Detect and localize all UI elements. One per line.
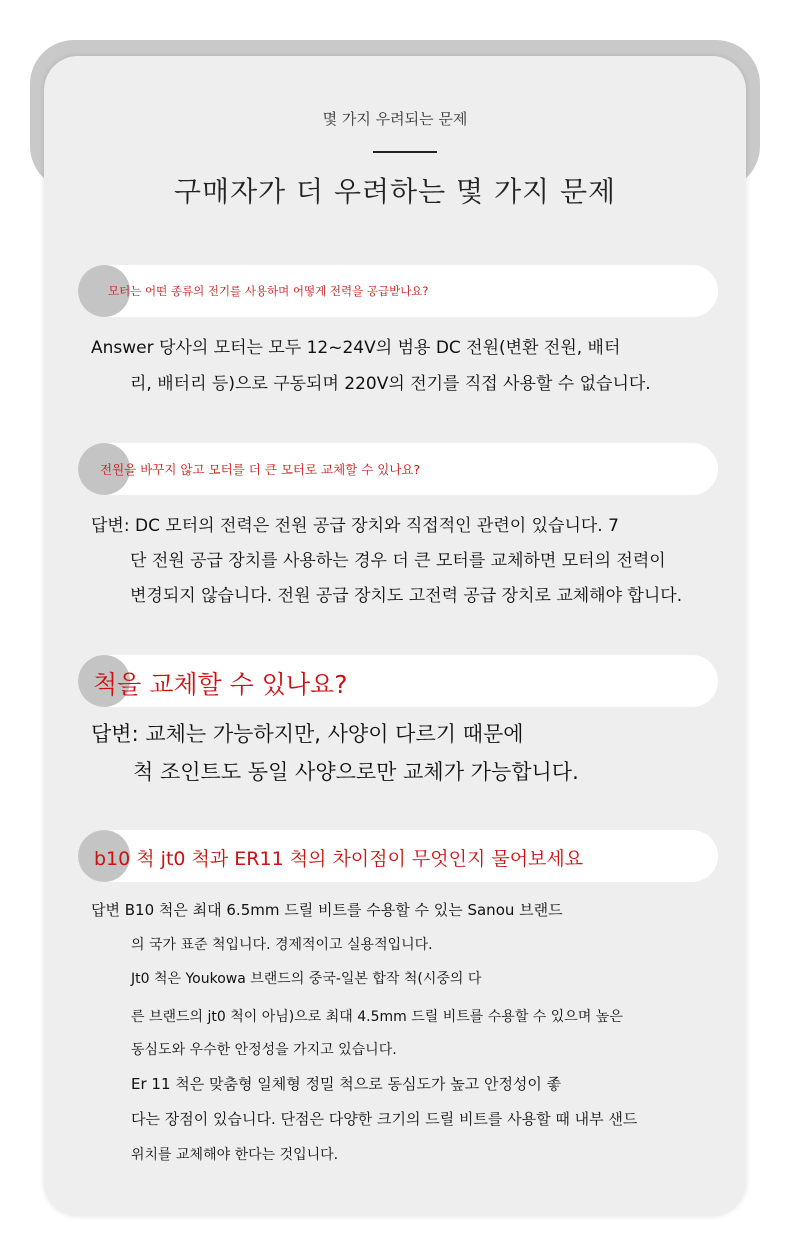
answer-4-line-4: 른 브랜드의 jt0 척이 아님)으로 최대 4.5mm 드릴 비트를 수용할 수 있으며 높은 (131, 1009, 623, 1025)
answer-4-line-5: 동심도와 우수한 안정성을 가지고 있습니다. (131, 1042, 397, 1058)
question-pill-2 (78, 443, 718, 495)
answer-3-line-2: 척 조인트도 동일 사양으로만 교체가 가능합니다. (133, 760, 579, 784)
answer-4-line-6: Er 11 척은 맞춤형 일체형 정밀 척으로 동심도가 높고 안정성이 좋 (131, 1075, 562, 1093)
question-text-1: 모터는 어떤 종류의 전기를 사용하며 어떻게 전력을 공급받나요? (108, 284, 429, 298)
answer-4-line-7: 다는 장점이 있습니다. 단점은 다양한 크기의 드릴 비트를 사용할 때 내부 샌드 (131, 1110, 638, 1128)
answer-4-line-1: 답변 B10 척은 최대 6.5mm 드릴 비트를 수용할 수 있는 Sanou 브랜드 (91, 901, 563, 919)
question-pill-1 (78, 265, 718, 317)
question-pill-3 (78, 655, 718, 707)
title-divider (373, 151, 437, 153)
answer-2-line-3: 변경되지 않습니다. 전원 공급 장치도 고전력 공급 장치로 교체해야 합니다. (130, 586, 683, 606)
section-subtitle: 몇 가지 우려되는 문제 (322, 110, 468, 128)
page-title: 구매자가 더 우려하는 몇 가지 문제 (173, 175, 617, 208)
answer-1-line-2: 리, 배터리 등)으로 구동되며 220V의 전기를 직접 사용할 수 없습니다. (130, 374, 651, 394)
question-pill-4 (78, 830, 718, 882)
question-text-2: 전원을 바꾸지 않고 모터를 더 큰 모터로 교체할 수 있나요? (100, 462, 421, 477)
question-text-4: b10 척 jt0 척과 ER11 척의 차이점이 무엇인지 물어보세요 (94, 848, 584, 870)
answer-4-line-3: Jt0 척은 Youkowa 브랜드의 중국-일본 합작 척(시중의 다 (131, 971, 482, 987)
answer-4-line-2: 의 국가 표준 척입니다. 경제적이고 실용적입니다. (131, 937, 433, 953)
answer-4-line-8: 위치를 교체해야 한다는 것입니다. (131, 1147, 339, 1163)
answer-1-line-1: Answer 당사의 모터는 모두 12~24V의 범용 DC 전원(변환 전원, 배터 (91, 338, 621, 358)
answer-2-line-2: 단 전원 공급 장치를 사용하는 경우 더 큰 모터를 교체하면 모터의 전력이 (130, 551, 666, 571)
answer-2-line-1: 답변: DC 모터의 전력은 전원 공급 장치와 직접적인 관련이 있습니다. 7 (91, 516, 619, 536)
question-text-3: 척을 교체할 수 있나요? (93, 670, 348, 699)
answer-3-line-1: 답변: 교체는 가능하지만, 사양이 다르기 때문에 (91, 722, 524, 746)
